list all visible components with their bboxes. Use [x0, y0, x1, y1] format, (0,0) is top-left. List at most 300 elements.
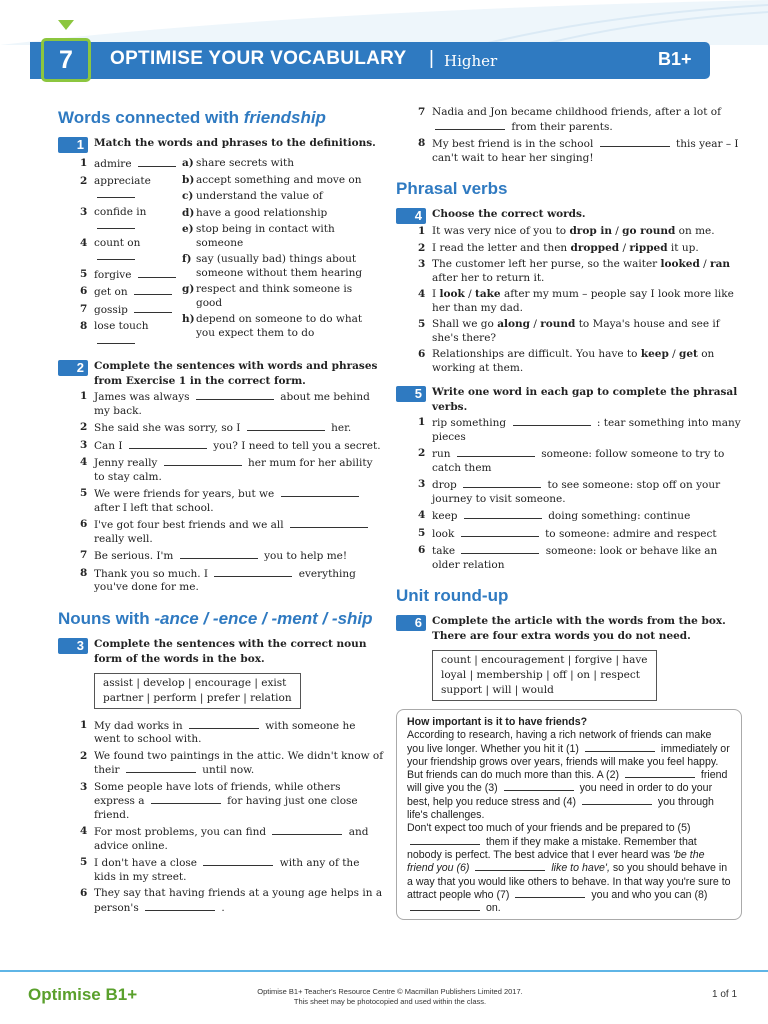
item-number: 2: [418, 241, 426, 254]
exercise-instruction: Write one word in each gap to complete the phrasal verbs.: [432, 386, 738, 413]
unit-number-box: 7: [41, 38, 91, 82]
item-text-before: My best friend is in the school: [432, 138, 594, 150]
answer-gap[interactable]: [410, 836, 480, 845]
article-text: Don't expect too much of your friends and be prepared to (5): [407, 822, 691, 835]
level-label: Higher: [444, 52, 498, 70]
answer-gap[interactable]: [464, 509, 542, 519]
answer-gap[interactable]: [600, 137, 670, 147]
section-title-friendship: [58, 108, 384, 128]
list-item: [58, 887, 384, 915]
item-text: [432, 225, 742, 239]
article-text: them if they make a mistake. Remember that nobody is perfect. The best advice that I ever heard was: [407, 835, 697, 861]
item-text: [94, 285, 182, 300]
list-item: [58, 825, 384, 853]
section-title-emphasis: -ance / -ence / -ment / -ship: [154, 608, 373, 628]
list-item: [396, 527, 742, 542]
answer-gap[interactable]: [625, 769, 695, 778]
item-number: 4: [80, 236, 88, 249]
article-box: [396, 709, 742, 920]
item-text: [94, 175, 182, 203]
item-number: 5: [418, 526, 426, 539]
answer-gap[interactable]: [272, 825, 342, 835]
item-letter: a): [182, 157, 194, 169]
item-text: [432, 447, 742, 475]
list-item: [58, 487, 384, 515]
list-item: [58, 421, 384, 436]
item-text-before: look: [432, 527, 455, 540]
item-text-after: after I left that school.: [94, 501, 214, 514]
item-number: 5: [80, 487, 88, 499]
exercise-3-items: [58, 719, 384, 916]
list-item: [58, 285, 182, 300]
item-text-part: Relationships are difficult. You have to: [432, 348, 641, 360]
copyright-line: This sheet may be photocopied and used within the class.: [293, 997, 487, 1006]
header-separator: |: [429, 48, 434, 69]
definition-item: [182, 283, 372, 310]
item-text: [94, 157, 182, 172]
copyright-line: Optimise B1+ Teacher's Resource Centre © Macmillan Publishers Limited 2017.: [257, 987, 523, 996]
item-number: 8: [418, 137, 426, 149]
list-item: [58, 303, 182, 318]
item-number: 1: [80, 157, 88, 169]
word-choice[interactable]: ripped: [629, 241, 668, 254]
item-text-after: to see someone: stop off on your journey to visit someone.: [432, 479, 721, 505]
item-text-part: it up.: [667, 241, 699, 254]
article-text: you and who you can (8): [591, 888, 708, 901]
item-number: 2: [80, 749, 88, 762]
list-item: [396, 225, 742, 239]
word-choice[interactable]: get: [679, 348, 698, 360]
item-number: 3: [418, 258, 426, 270]
answer-gap[interactable]: [196, 390, 274, 400]
item-text-part: /: [464, 288, 475, 300]
item-text-part: /: [699, 258, 711, 270]
answer-gap[interactable]: [435, 120, 505, 130]
list-item: [396, 318, 742, 345]
word-box-wrapper: [432, 650, 742, 701]
item-text-after: you? I need to tell you a secret.: [213, 439, 381, 452]
item-text-before: Thank you so much. I: [94, 567, 209, 580]
exercise-4-header: [396, 207, 742, 224]
item-letter: c): [182, 190, 194, 202]
item-text-before: drop: [432, 479, 457, 491]
article-quote: like to have',: [551, 862, 610, 875]
item-text: have a good relationship: [196, 206, 328, 219]
answer-gap[interactable]: [97, 250, 135, 260]
answer-gap[interactable]: [515, 889, 585, 898]
item-letter: g): [182, 283, 195, 295]
item-word: admire: [94, 158, 132, 170]
item-text: [94, 567, 384, 595]
list-item: [58, 518, 384, 546]
word-box-wrapper: [94, 673, 384, 709]
exercise-instruction: Complete the article with the words from the box. There are four extra words you do not need.: [432, 615, 726, 642]
item-text-before: run: [432, 448, 451, 460]
item-text-before: Some people have lots of friends, while others express a: [94, 780, 341, 807]
word-box-row: assist | develop | encourage | exist: [103, 676, 287, 689]
item-text: [432, 288, 742, 315]
item-text-part: /: [619, 241, 630, 254]
item-text-before: keep: [432, 510, 458, 522]
item-word: gossip: [94, 303, 128, 316]
exercise-number: 3: [58, 638, 88, 654]
list-item: [396, 509, 742, 524]
definition-item: [182, 174, 372, 188]
item-number: 1: [418, 225, 426, 237]
item-text-part: Shall we go: [432, 318, 498, 330]
item-word: confide in: [94, 205, 147, 218]
page-number: 1 of 1: [712, 989, 738, 1000]
answer-gap[interactable]: [145, 901, 215, 911]
item-text: [94, 268, 182, 283]
section-title-prefix: Nouns with: [58, 608, 155, 628]
article-title: How important is it to have friends?: [407, 716, 588, 728]
list-item: [58, 268, 182, 283]
item-text: [432, 348, 742, 375]
item-text-before: They say that having friends at a young age helps in a person's: [94, 887, 383, 914]
section-title-unit-round-up: Unit round-up: [396, 586, 509, 605]
item-text: [94, 518, 384, 546]
article-paragraph: [407, 729, 731, 822]
item-word: appreciate: [94, 174, 151, 187]
item-text-before: I've got four best friends and we all: [94, 519, 284, 531]
list-item: [58, 549, 384, 564]
item-text: [432, 242, 742, 256]
word-choice[interactable]: round: [540, 318, 576, 330]
answer-gap[interactable]: [457, 447, 535, 457]
list-item: [58, 320, 182, 348]
word-box-row: partner | perform | prefer | relation: [103, 691, 292, 704]
item-text-after: this year – I can't wait to hear her singing!: [432, 138, 739, 164]
exercise-instruction: Match the words and phrases to the definitions.: [94, 137, 376, 149]
answer-gap[interactable]: [463, 478, 541, 488]
word-box-row: count | encouragement | forgive | have: [441, 654, 648, 666]
item-text-after: doing something: continue: [548, 510, 691, 522]
item-number: 5: [418, 318, 426, 330]
item-text: [94, 320, 182, 348]
item-number: 4: [418, 288, 426, 300]
item-text: [94, 719, 384, 747]
answer-gap[interactable]: [585, 743, 655, 752]
exercise-instruction: Choose the correct words.: [432, 208, 586, 220]
item-number: 4: [80, 825, 88, 837]
answer-gap[interactable]: [134, 303, 172, 313]
item-number: 4: [418, 509, 426, 521]
item-text-after: until now.: [202, 764, 255, 776]
item-text-part: /: [668, 348, 680, 360]
item-word: lose touch: [94, 320, 149, 332]
item-number: 7: [80, 549, 88, 561]
article-text: friend will give you the (3): [407, 769, 728, 795]
item-text: [94, 487, 384, 515]
item-word: count on: [94, 236, 141, 249]
item-text: say (usually bad) things about someone without them hearing: [196, 253, 363, 279]
definition-item: [182, 157, 372, 171]
list-item: [396, 447, 742, 475]
section-title-emphasis: friendship: [243, 108, 326, 127]
item-text: depend on someone to do what you expect them to do: [196, 313, 363, 339]
list-item: [396, 137, 742, 165]
item-text: share secrets with: [196, 157, 294, 169]
answer-gap[interactable]: [203, 856, 273, 866]
definition-item: [182, 223, 372, 250]
word-choice[interactable]: take: [475, 288, 501, 300]
item-text: [432, 527, 742, 542]
answer-gap[interactable]: [281, 487, 359, 497]
item-text-after: with any of the kids in my street.: [94, 857, 360, 883]
answer-gap[interactable]: [513, 416, 591, 426]
section-title-prefix: Words connected with: [58, 108, 244, 127]
section-title-phrasal-verbs: Phrasal verbs: [396, 179, 508, 198]
item-text: [432, 258, 742, 285]
item-number: 4: [80, 456, 88, 468]
list-item: [396, 258, 742, 285]
item-text-before: take: [432, 545, 456, 557]
item-text: [94, 856, 384, 884]
exercise-5-header: [396, 385, 742, 415]
exercise-2-header: [58, 359, 384, 389]
item-text-before: I don't have a close: [94, 857, 198, 869]
word-choice[interactable]: drop in: [569, 225, 612, 237]
exercise-number: 5: [396, 386, 426, 402]
item-text: [94, 390, 384, 418]
answer-gap[interactable]: [189, 719, 259, 729]
definition-item: [182, 313, 372, 340]
article-text: you through life's challenges.: [407, 795, 714, 822]
exercise-1-header: [58, 136, 384, 153]
answer-gap[interactable]: [475, 862, 545, 871]
item-text: understand the value of: [196, 190, 323, 202]
article-text: so you should behave in a way that you would like others to behave. In that way you're sure to attract people who (7): [407, 862, 731, 901]
word-choice[interactable]: ran: [710, 258, 731, 270]
item-text-part: on me.: [675, 225, 715, 237]
item-number: 3: [80, 780, 88, 793]
item-text-before: Nadia and Jon became childhood friends, after a lot of: [432, 106, 721, 118]
item-text-part: I read the letter and then: [432, 241, 571, 254]
list-item: [58, 206, 182, 234]
answer-gap[interactable]: [461, 527, 539, 537]
item-text-part: The customer left her purse, so the waiter: [432, 258, 661, 270]
exercise-4-items: [396, 225, 742, 375]
word-choice[interactable]: go round: [622, 225, 676, 237]
definition-item: [182, 190, 372, 204]
footer-copyright: [210, 987, 570, 1007]
item-text: [432, 478, 742, 506]
answer-gap[interactable]: [138, 268, 176, 278]
item-text-after: to someone: admire and respect: [545, 527, 717, 540]
item-text-part: It was very nice of you to: [432, 225, 570, 237]
item-number: 5: [80, 856, 88, 868]
exercise-3-header: [58, 637, 384, 667]
answer-gap[interactable]: [97, 219, 135, 229]
list-item: [58, 157, 182, 172]
list-item: [58, 456, 384, 484]
item-text-after: with someone he went to school with.: [94, 719, 356, 745]
word-box-row: support | will | would: [441, 684, 554, 696]
answer-gap[interactable]: [410, 902, 480, 911]
word-choice[interactable]: dropped: [570, 241, 620, 254]
item-text: [94, 825, 384, 853]
right-column: [396, 96, 742, 920]
item-text-part: to Maya's house and see if she's there?: [432, 318, 720, 344]
item-text: [432, 318, 742, 345]
list-item: [396, 288, 742, 315]
answer-gap[interactable]: [582, 796, 652, 805]
item-number: 7: [418, 106, 426, 118]
list-item: [58, 719, 384, 747]
item-number: 1: [80, 718, 88, 731]
word-choice[interactable]: looked: [660, 258, 700, 270]
answer-gap[interactable]: [97, 334, 135, 344]
article-text: immediately or your friendship grows over years, friends will make you feel happy. But friends can do much more than this. A (2): [407, 742, 730, 782]
item-number: 6: [418, 348, 426, 360]
definition-list: [182, 157, 372, 351]
word-box: [432, 650, 657, 701]
item-text-after: you to help me!: [264, 550, 348, 562]
item-number: 3: [80, 205, 88, 218]
word-choice[interactable]: look: [439, 288, 465, 300]
item-text-after: about me behind my back.: [94, 391, 370, 417]
footer-brand: Optimise B1+: [28, 985, 138, 1004]
item-number: 6: [80, 285, 88, 297]
item-text: [94, 439, 384, 454]
item-text-after: for having just one close friend.: [94, 795, 358, 821]
article-paragraph: [407, 822, 731, 915]
item-text-after: someone: look or behave like an older relation: [432, 545, 718, 571]
item-word: forgive: [94, 268, 132, 281]
item-text-after: someone: follow someone to try to catch them: [432, 448, 725, 474]
list-item: [58, 856, 384, 884]
item-text: accept something and move on: [196, 173, 362, 186]
word-box-row: loyal | membership | off | on | respect: [441, 669, 640, 681]
item-number: 6: [80, 887, 88, 899]
exercise-5-items: [396, 416, 742, 572]
answer-gap[interactable]: [180, 549, 258, 559]
item-text-before: Can I: [94, 439, 123, 452]
article-text: According to research, having a rich network of friends can make you live longer. Whether you hit it (1): [407, 729, 712, 755]
item-text: [432, 544, 742, 572]
item-number: 8: [80, 566, 88, 579]
item-text: [94, 237, 182, 265]
list-item: [58, 781, 384, 823]
answer-gap[interactable]: [504, 782, 574, 791]
item-text-before: rip something: [432, 417, 507, 429]
list-item: [396, 544, 742, 572]
worksheet-title: OPTIMISE YOUR VOCABULARY: [110, 48, 407, 69]
item-number: 2: [80, 421, 88, 433]
article-quote: 'be the friend you (6): [407, 848, 705, 875]
answer-gap[interactable]: [97, 188, 135, 198]
item-letter: f): [182, 253, 192, 265]
item-text: [94, 421, 384, 436]
item-letter: h): [182, 313, 195, 325]
list-item: [58, 439, 384, 454]
item-text-after: her.: [331, 422, 352, 434]
item-number: 2: [80, 174, 88, 187]
answer-gap[interactable]: [138, 157, 176, 167]
item-text-before: Be serious. I'm: [94, 550, 174, 562]
answer-gap[interactable]: [214, 567, 292, 577]
article-text: you need in order to do your best, help you reduce stress and (4): [407, 782, 713, 808]
item-text: [432, 509, 742, 524]
item-text-part: /: [529, 318, 541, 330]
item-number: 6: [418, 544, 426, 556]
list-item: [396, 242, 742, 256]
exercise-instruction: Complete the sentences with words and phrases from Exercise 1 in the correct form.: [94, 360, 378, 387]
answer-gap[interactable]: [247, 421, 325, 431]
item-number: 6: [80, 518, 88, 530]
answer-gap[interactable]: [151, 794, 221, 804]
exercise-1-body: [58, 157, 384, 351]
item-text: respect and think someone is good: [196, 283, 353, 309]
item-text-before: She said she was sorry, so I: [94, 422, 241, 434]
unit-arrow-icon: [58, 20, 74, 30]
level-badge: B1+: [658, 49, 692, 69]
article-text: on.: [485, 902, 501, 915]
item-text: [94, 887, 384, 915]
answer-gap[interactable]: [461, 544, 539, 554]
word-choice[interactable]: keep: [640, 348, 669, 360]
list-item: [58, 175, 182, 203]
item-text-part: after her to return it.: [432, 271, 545, 284]
list-item: [58, 750, 384, 778]
item-text-before: James was always: [94, 391, 190, 403]
item-number: 1: [80, 390, 88, 402]
answer-gap[interactable]: [290, 518, 368, 528]
item-text: stop being in contact with someone: [196, 223, 335, 249]
item-text-after: really well.: [94, 532, 153, 545]
exercise-number: 1: [58, 137, 88, 153]
item-text-before: We were friends for years, but we: [94, 488, 275, 500]
item-text: [432, 416, 742, 444]
item-text: [432, 137, 742, 165]
answer-gap[interactable]: [126, 763, 196, 773]
item-text: [94, 456, 384, 484]
item-text: [94, 750, 384, 778]
item-text-part: I: [432, 288, 440, 300]
list-item: [396, 348, 742, 375]
list-item: [396, 106, 742, 134]
item-text: [94, 549, 384, 564]
header-background-decoration: [0, 0, 768, 45]
item-text-after: : tear something into many pieces: [432, 417, 741, 443]
item-number: 8: [80, 320, 88, 332]
word-list: [58, 157, 182, 351]
item-text-before: My dad works in: [94, 719, 183, 732]
item-number: 3: [418, 478, 426, 490]
exercise-number: 2: [58, 360, 88, 376]
exercise-2-items: [58, 390, 384, 595]
list-item: [58, 567, 384, 595]
answer-gap[interactable]: [164, 456, 242, 466]
item-text: [94, 303, 182, 318]
item-word: get on: [94, 286, 128, 298]
item-text: [94, 781, 384, 823]
item-text-before: For most problems, you can find: [94, 826, 267, 838]
answer-gap[interactable]: [129, 439, 207, 449]
item-text-before: Jenny really: [94, 457, 158, 469]
word-choice[interactable]: along: [497, 318, 530, 330]
item-text-after: her mum for her ability to stay calm.: [94, 457, 373, 483]
exercise-6-header: [396, 614, 742, 644]
answer-gap[interactable]: [134, 285, 172, 295]
word-box: [94, 673, 301, 709]
item-text-before: We found two paintings in the attic. We didn't know of their: [94, 749, 384, 776]
item-letter: b): [182, 173, 195, 186]
exercise-instruction: Complete the sentences with the correct noun form of the words in the box.: [94, 637, 367, 665]
item-text: [432, 106, 742, 134]
item-number: 2: [418, 447, 426, 459]
